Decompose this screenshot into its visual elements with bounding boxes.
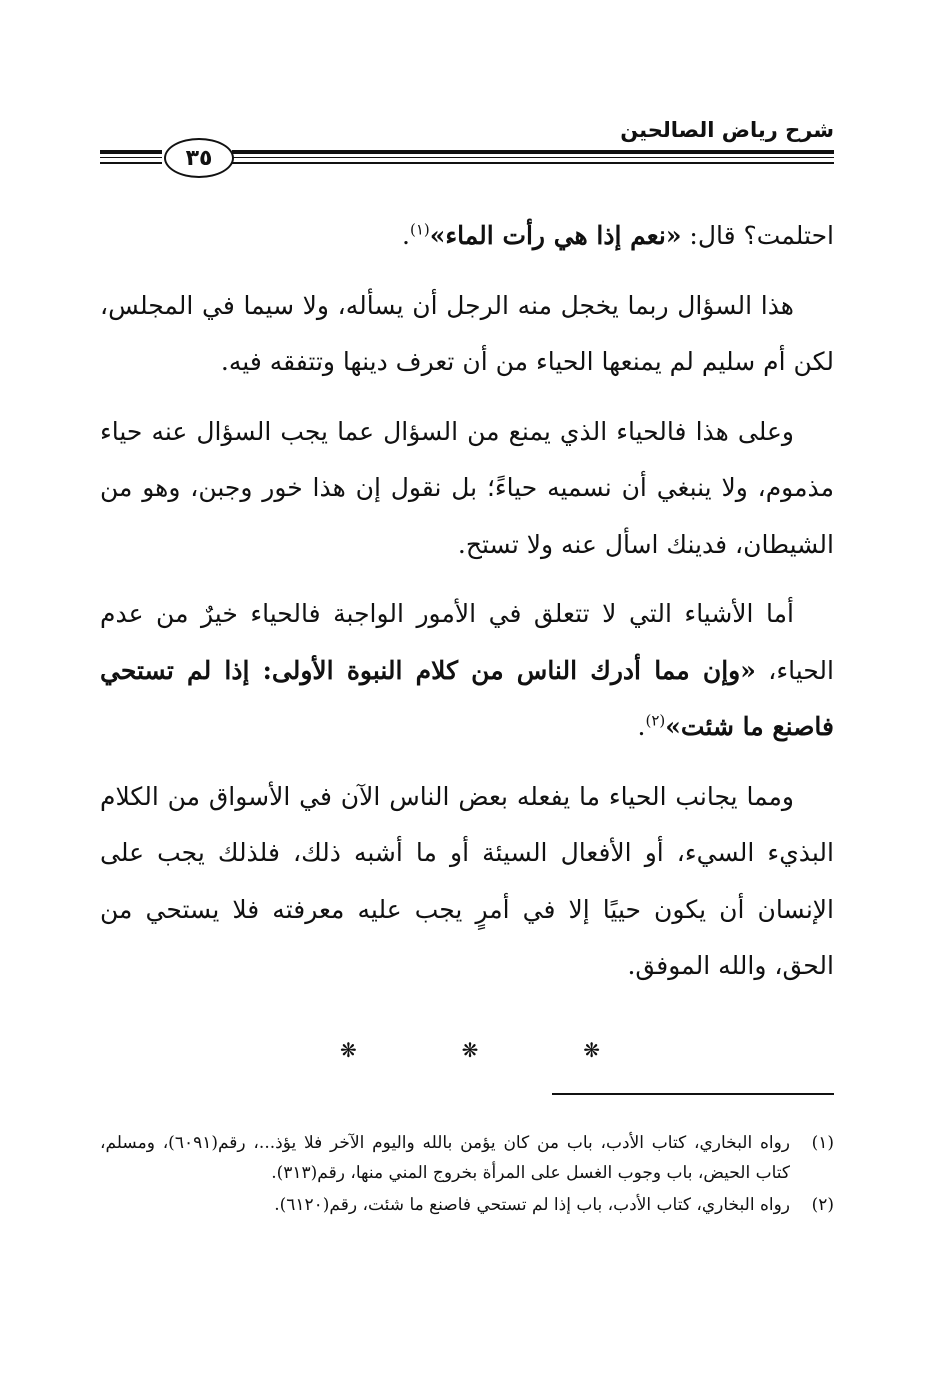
paragraph-text: احتلمت؟ قال: (681, 221, 834, 250)
footnote-ref: (١) (409, 220, 430, 239)
footnote (100, 1128, 834, 1188)
footnote-number: (١) (811, 1133, 834, 1153)
header-rule-left (100, 150, 162, 164)
paragraph (100, 208, 834, 265)
star-ornament-icon: ❋ (340, 1038, 357, 1062)
main-text (100, 208, 834, 1008)
page-number: ٣٥ (164, 138, 234, 178)
paragraph-text: أما الأشياء التي لا تتعلق في الأمور الواجبة فالحياء خيرٌ من عدم الحياء، (100, 599, 834, 685)
paragraph (100, 586, 834, 756)
footnote-number: (٢) (811, 1195, 834, 1215)
paragraph-text: . (637, 712, 646, 741)
header-rule-right (232, 150, 834, 164)
paragraph-text: . (402, 221, 410, 250)
footnote-divider (552, 1093, 834, 1095)
footnote-text: رواه البخاري، كتاب الأدب، باب إذا لم تستحي فاصنع ما شئت، رقم(٦١٢٠). (274, 1195, 790, 1215)
star-ornament-icon: ❋ (583, 1038, 600, 1062)
footnote-text: رواه البخاري، كتاب الأدب، باب من كان يؤمن بالله واليوم الآخر فلا يؤذ...، رقم(٦٠٩١)، ومسلم، كتاب الحيض، باب وجوب الغسل على المرأة بخروج المني منها، رقم(٣١٣). (100, 1133, 790, 1183)
paragraph: هذا السؤال ربما يخجل منه الرجل أن يسأله، ولا سيما في المجلس، لكن أم سليم لم يمنعها الحياء من أن تعرف دينها وتتفقه فيه. (100, 290, 834, 376)
star-ornament-icon: ❋ (461, 1038, 479, 1062)
footnote-ref: (٢) (645, 711, 666, 730)
footnotes (100, 1128, 834, 1222)
footnote (100, 1190, 834, 1220)
hadith-quote: «نعم إذا هي رأت الماء» (429, 221, 682, 250)
section-separator (340, 1038, 600, 1062)
paragraph: ومما يجانب الحياء ما يفعله بعض الناس الآن في الأسواق من الكلام البذيء السيء، أو الأفعال السيئة أو ما أشبه ذلك، فلذلك يجب على الإنسان أن يكون حييًا إلا في أمرٍ يجب عليه معرفته فلا يستحي من الحق، والله الموفق. (100, 781, 834, 980)
hadith-quote: «وإن مما أدرك الناس من كلام النبوة الأولى: إذا لم تستحي فاصنع ما شئت» (100, 655, 834, 741)
paragraph: وعلى هذا فالحياء الذي يمنع من السؤال عما يجب السؤال عنه حياء مذموم، ولا ينبغي أن نسميه حياءً؛ بل نقول إن هذا خور وجبن، وهو من الشيطان، فدينك اسأل عنه ولا تستح. (100, 416, 834, 559)
running-header-title: شرح رياض الصالحين (620, 118, 834, 142)
